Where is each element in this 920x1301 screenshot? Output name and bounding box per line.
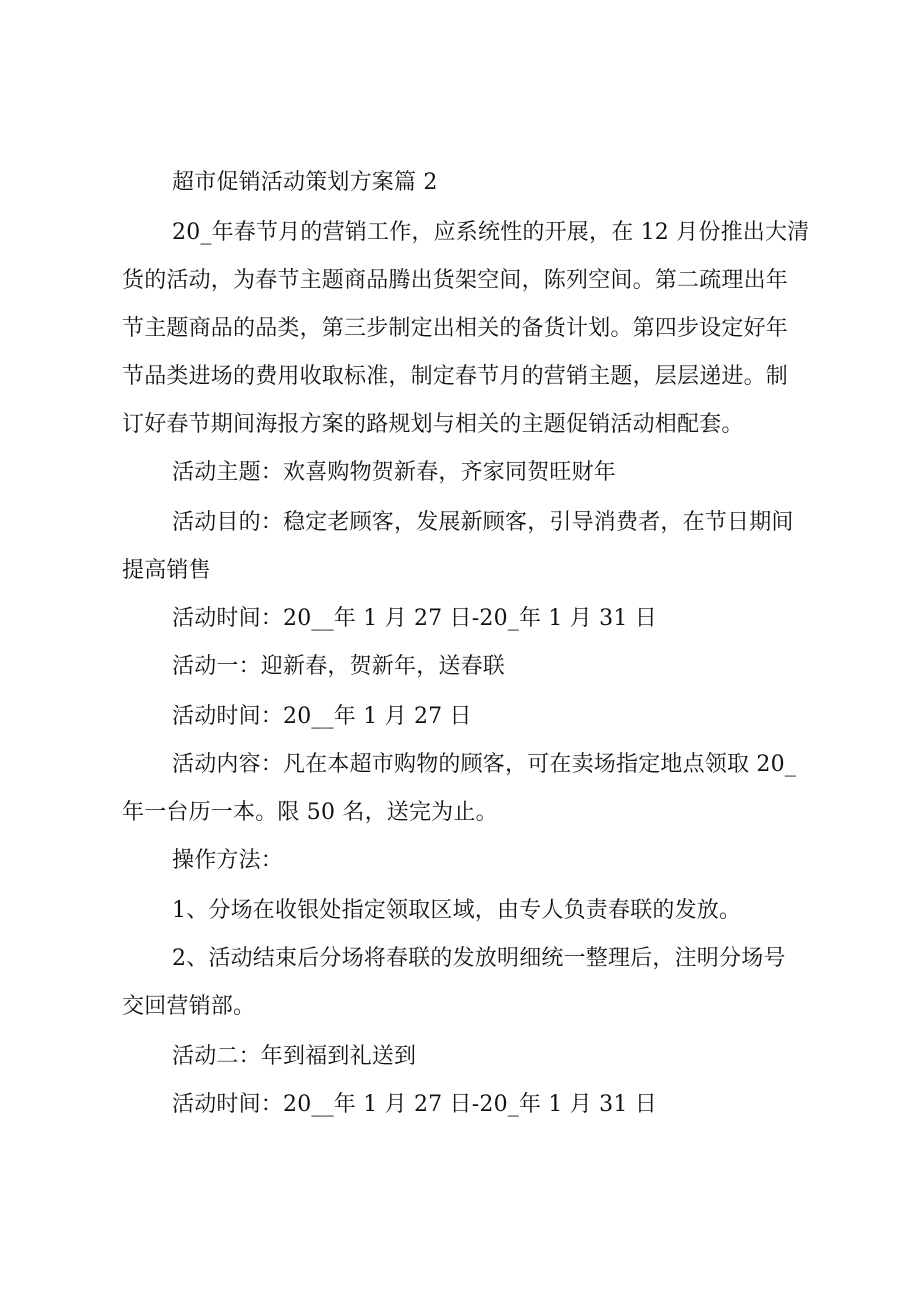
intro-line-3: 节主题商品的品类，第三步制定出相关的备货计划。第四步设定好年 (122, 316, 789, 341)
activity-theme: 活动主题：欢喜购物贺新春，齐家同贺旺财年 (172, 460, 617, 485)
method-step-2-line-2: 交回营销部。 (122, 994, 256, 1019)
activity-one-content-line-2: 年一台历一本。限 50 名，送完为止。 (122, 800, 498, 825)
activity-two-title: 活动二：年到福到礼送到 (172, 1044, 417, 1069)
activity-purpose-line-1: 活动目的：稳定老顾客，发展新顾客，引导消费者，在节日期间 (172, 510, 794, 535)
activity-two-time: 活动时间：20__年 1 月 27 日-20_年 1 月 31 日 (172, 1092, 657, 1117)
intro-line-1: 20_年春节月的营销工作，应系统性的开展，在 12 月份推出大清 (172, 220, 810, 245)
method-step-1: 1、分场在收银处指定领取区域，由专人负责春联的发放。 (172, 898, 742, 923)
activity-purpose-line-2: 提高销售 (122, 558, 211, 583)
intro-line-4: 节品类进场的费用收取标准，制定春节月的营销主题，层层递进。制 (122, 364, 789, 389)
method-step-2-line-1: 2、活动结束后分场将春联的发放明细统一整理后，注明分场号 (172, 946, 786, 971)
activity-time-overall: 活动时间：20__年 1 月 27 日-20_年 1 月 31 日 (172, 606, 657, 631)
document-heading: 超市促销活动策划方案篇 2 (172, 170, 438, 195)
intro-line-5: 订好春节期间海报方案的路规划与相关的主题促销活动相配套。 (122, 412, 744, 437)
activity-one-title: 活动一：迎新春，贺新年，送春联 (172, 654, 506, 679)
activity-one-content-line-1: 活动内容：凡在本超市购物的顾客，可在卖场指定地点领取 20_ (172, 752, 796, 777)
intro-line-2: 货的活动，为春节主题商品腾出货架空间，陈列空间。第二疏理出年 (122, 268, 789, 293)
activity-one-time: 活动时间：20__年 1 月 27 日 (172, 704, 472, 729)
method-label: 操作方法： (172, 848, 284, 873)
